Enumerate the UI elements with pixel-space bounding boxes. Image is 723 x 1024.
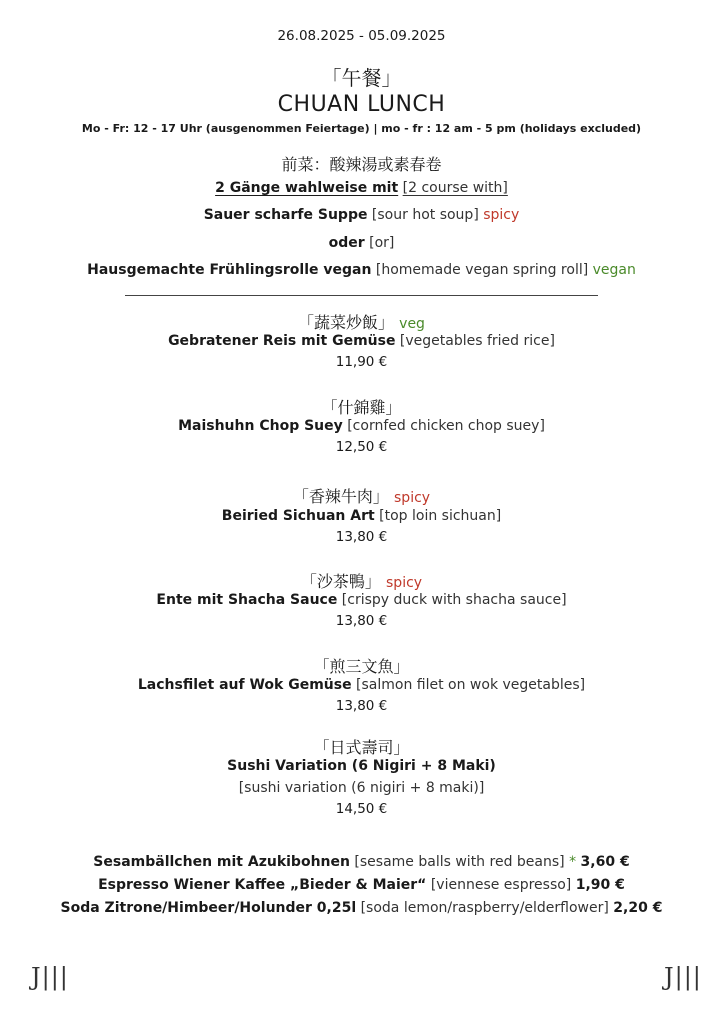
dish-en: [top loin sichuan] (379, 508, 502, 524)
dish-chinese-name (0, 654, 723, 677)
dish-price: 12,50 € (335, 439, 388, 455)
dish-name (0, 677, 723, 693)
extra-de: Soda Zitrone/Himbeer/Holunder 0,25l (60, 900, 357, 916)
soup-name-en: [sour hot soup] (371, 207, 479, 223)
brand-logo-right: J||| (664, 963, 702, 991)
dish-en: [crispy duck with shacha sauce] (341, 592, 567, 608)
dish-cn: 「什錦雞」 (321, 398, 402, 417)
dish-name-de: Sushi Variation (6 Nigiri + 8 Maki) (227, 758, 496, 774)
dish-cn: 「蔬菜炒飯」 (298, 313, 395, 332)
dish-tag: veg (399, 316, 425, 332)
starter-or (0, 235, 723, 251)
opening-hours: Mo - Fr: 12 - 17 Uhr (ausgenommen Feiertage) | mo - fr : 12 am - 5 pm (holidays excluded) (81, 122, 642, 135)
dish-price: 13,80 € (335, 613, 388, 629)
soup-name-de: Sauer scharfe Suppe (203, 207, 368, 223)
dish-tag: spicy (386, 575, 423, 591)
dish-chinese-name (0, 569, 723, 592)
dish-price: 11,90 € (335, 354, 388, 370)
dish-tag: spicy (394, 490, 431, 506)
dish-chinese-name (0, 395, 723, 418)
dish-cn: 「日式壽司」 (313, 738, 410, 757)
dish-en: [vegetables fried rice] (399, 333, 555, 349)
title-chinese: 「午餐」 (321, 66, 402, 90)
starter-option-springroll (0, 262, 723, 278)
dish-cn: 「香辣牛肉」 (292, 487, 389, 506)
date-range: 26.08.2025 - 05.09.2025 (277, 28, 446, 44)
extra-price: 1,90 € (575, 877, 625, 893)
dish-chinese-name (0, 310, 723, 333)
starter-option-soup (0, 207, 723, 223)
page-title: CHUAN LUNCH (277, 92, 446, 117)
dish-name (0, 508, 723, 524)
dish-price: 13,80 € (335, 698, 388, 714)
extra-de: Espresso Wiener Kaffee „Bieder & Maier“ (98, 877, 427, 893)
extra-item (0, 877, 723, 893)
dish-name (0, 333, 723, 349)
extra-en: [soda lemon/raspberry/elderflower] (360, 900, 609, 916)
course-info-en: [2 course with] (402, 180, 508, 196)
extra-item (0, 854, 723, 870)
dish-en: [cornfed chicken chop suey] (347, 418, 545, 434)
vegan-tag: vegan (592, 262, 636, 278)
extra-item (0, 900, 723, 916)
dish-chinese-name (0, 735, 723, 758)
dish-de: Gebratener Reis mit Gemüse (168, 333, 396, 349)
dish-de: Beiried Sichuan Art (221, 508, 375, 524)
dish-name (0, 418, 723, 434)
dish-name-en: [sushi variation (6 nigiri + 8 maki)] (238, 780, 485, 796)
course-info (0, 180, 723, 196)
dish-name (0, 592, 723, 608)
or-de: oder (328, 235, 365, 251)
section-divider (125, 295, 598, 296)
springroll-name-de: Hausgemachte Frühlingsrolle vegan (87, 262, 372, 278)
spicy-tag: spicy (483, 207, 520, 223)
springroll-name-en: [homemade vegan spring roll] (375, 262, 589, 278)
extra-mark: * (569, 854, 577, 870)
dish-price: 13,80 € (335, 529, 388, 545)
dish-chinese-name (0, 484, 723, 507)
extra-price: 3,60 € (580, 854, 630, 870)
extra-de: Sesambällchen mit Azukibohnen (93, 854, 350, 870)
dish-price: 14,50 € (335, 801, 388, 817)
brand-logo-left: J||| (31, 963, 69, 991)
dish-de: Lachsfilet auf Wok Gemüse (137, 677, 352, 693)
starter-title-chinese: 前菜：酸辣湯或素春卷 (281, 155, 442, 174)
or-en: [or] (369, 235, 395, 251)
dish-cn: 「煎三文魚」 (313, 657, 410, 676)
dish-de: Ente mit Shacha Sauce (156, 592, 338, 608)
dish-cn: 「沙茶鴨」 (300, 572, 381, 591)
extra-en: [viennese espresso] (430, 877, 572, 893)
extra-price: 2,20 € (613, 900, 663, 916)
course-info-de: 2 Gänge wahlweise mit (215, 180, 399, 196)
dish-en: [salmon filet on wok vegetables] (356, 677, 586, 693)
extra-en: [sesame balls with red beans] (354, 854, 565, 870)
dish-de: Maishuhn Chop Suey (178, 418, 343, 434)
